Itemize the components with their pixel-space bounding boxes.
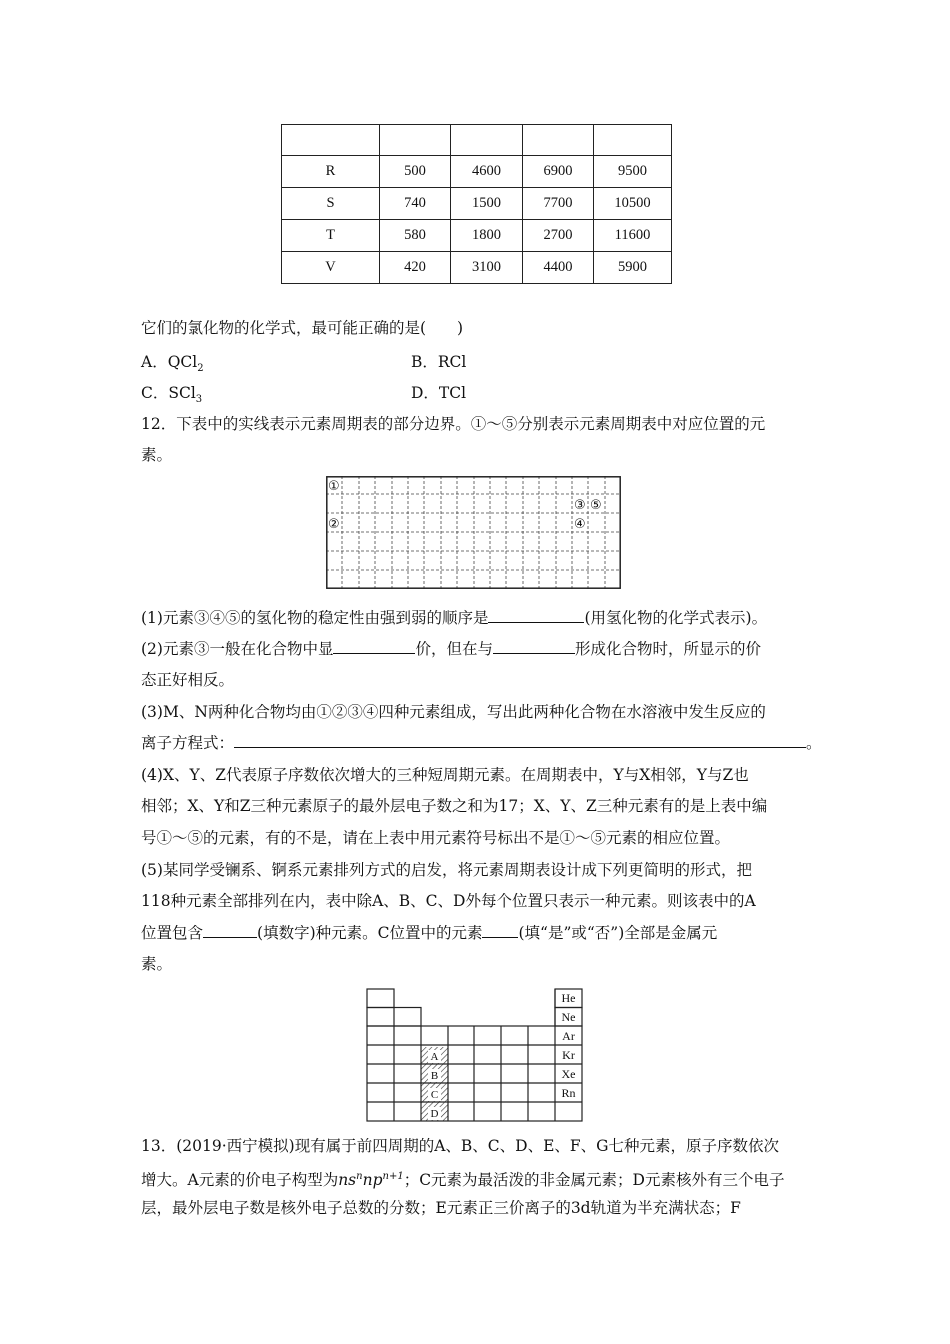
grid-label-5: ⑤ [590,498,602,513]
table-header-row [282,125,672,156]
cell-b: B [430,1070,439,1082]
q12-part2: (2)元素③一般在化合物中显 价，但在与 形成化合物时，所显示的价 [141,640,761,658]
cell-kr: Kr [562,1048,575,1062]
grid-label-4: ④ [574,517,586,532]
cell-rn: Rn [561,1086,576,1100]
q12-part5-line1: (5)某同学受镧系、锕系元素排列方式的启发，将元素周期表设计成下列更简明的形式，把 [141,861,752,879]
cell-c: C [430,1089,439,1101]
q13-line1: 13．(2019·西宁模拟)现有属于前四周期的A、B、C、D、E、F、G七种元素，原子序数依次 [141,1137,780,1155]
q12-part4-line1: (4)X、Y、Z代表原子序数依次增大的三种短周期元素。在周期表中，Y与X相邻，Y与Z也 [141,766,749,784]
q13-line3: 层，最外层电子数是核外电子总数的分数；E元素正三价离子的3d轨道为半充满状态；F [141,1199,741,1217]
cell-xe: Xe [561,1067,576,1081]
q11-option-c: C．SCl$_3$ [141,384,203,406]
q11-option-a: A．QCl$_2$ [141,353,204,375]
q12-part2-cont: 态正好相反。 [141,671,235,689]
q12-part5-line4: 素。 [141,955,173,973]
q12-stem-line1: 12．下表中的实线表示元素周期表的部分边界。①～⑤分别表示元素周期表中对应位置的元 [141,415,766,433]
q11-option-b: B．RCl [411,353,467,371]
table-row: R 500 4600 6900 9500 [282,156,672,188]
q12-part4-line3: 号①～⑤的元素，有的不是，请在上表中用元素符号标出不是①～⑤元素的相应位置。 [141,829,731,847]
periodic-partial-grid [326,476,621,589]
q12-stem-line2: 素。 [141,446,173,464]
cell-ar: Ar [562,1029,575,1043]
q12-part5-line3: 位置包含 (填数字)种元素。C位置中的元素 (填“是”或“否”)全部是金属元 [141,924,718,942]
q12-part1: (1)元素③④⑤的氢化物的稳定性由强到弱的顺序是 (用氢化物的化学式表示)。 [141,609,768,627]
simplified-periodic-table [366,988,583,1122]
table-row: S 740 1500 7700 10500 [282,188,672,220]
grid-label-3: ③ [574,498,586,513]
q12-part3-answer: 离子方程式： 。 [141,734,822,752]
q12-part5-line2: 118种元素全部排列在内，表中除A、B、C、D外每个位置只表示一种元素。则该表中的A [141,892,756,910]
grid-label-1: ① [328,479,340,494]
cell-d: D [430,1108,439,1120]
cell-he: He [561,991,576,1005]
q11-option-d: D．TCl [411,384,467,402]
q12-part3: (3)M、N两种化合物均由①②③④四种元素组成，写出此两种化合物在水溶液中发生反应的 [141,703,766,721]
ionization-energy-table [281,124,672,284]
cell-ne: Ne [561,1010,576,1024]
table-row: V 420 3100 4400 5900 [282,252,672,284]
q11-stem: 它们的氯化物的化学式，最可能正确的是( ) [141,319,464,337]
q12-part4-line2: 相邻；X、Y和Z三种元素原子的最外层电子数之和为17；X、Y、Z三种元素有的是上表中编 [141,797,768,815]
q13-line2: 增大。A元素的价电子构型为$ns^nnp^{n+1}$；C元素为最活泼的非金属元素；D元素核外有三个电子 [141,1171,785,1190]
cell-a: A [430,1051,439,1063]
grid-label-2: ② [328,517,340,532]
table-row: T 580 1800 2700 11600 [282,220,672,252]
